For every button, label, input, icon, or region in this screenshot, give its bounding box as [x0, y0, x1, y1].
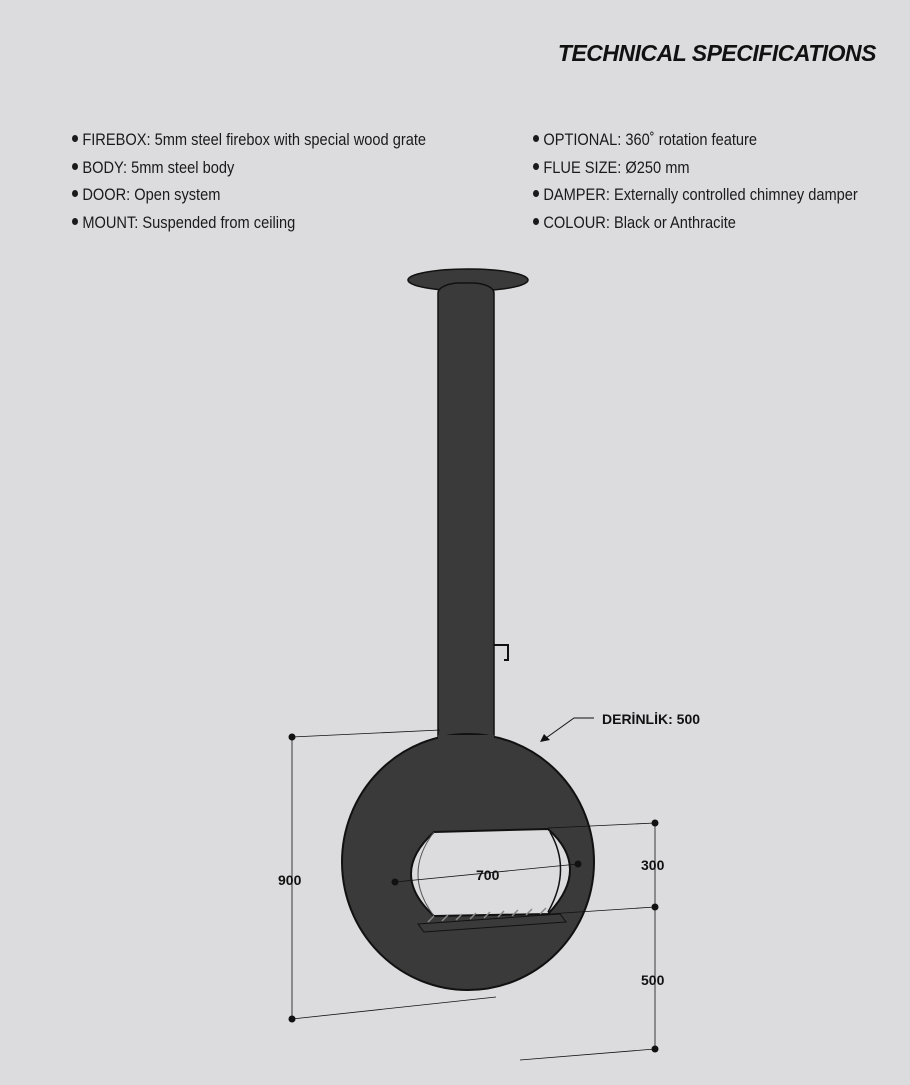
spec-text: OPTIONAL: 360˚ rotation feature — [543, 130, 758, 149]
arrow-head-icon — [540, 734, 550, 742]
page-title: TECHNICAL SPECIFICATIONS — [557, 40, 876, 66]
depth-callout-arrow — [546, 718, 594, 738]
spec-text: FIREBOX: 5mm steel firebox with special wood grate — [82, 130, 427, 149]
floor-clearance-label: 500 — [641, 972, 665, 988]
opening-width-label: 700 — [476, 867, 500, 883]
damper-handle — [494, 645, 508, 660]
flue-pipe — [438, 283, 494, 753]
spec-text: MOUNT: Suspended from ceiling — [82, 212, 296, 232]
spec-text: DAMPER: Externally controlled chimney damper — [543, 185, 858, 204]
spec-text: COLOUR: Black or Anthracite — [543, 212, 736, 232]
opening-height-label: 300 — [641, 857, 665, 873]
spec-text: BODY: 5mm steel body — [82, 157, 235, 177]
spec-text: FLUE SIZE: Ø250 mm — [543, 157, 690, 177]
spec-text: DOOR: Open system — [82, 185, 221, 204]
depth-label: DERİNLİK: 500 — [602, 711, 701, 727]
flue-collar — [438, 735, 494, 753]
height-label: 900 — [278, 872, 302, 888]
